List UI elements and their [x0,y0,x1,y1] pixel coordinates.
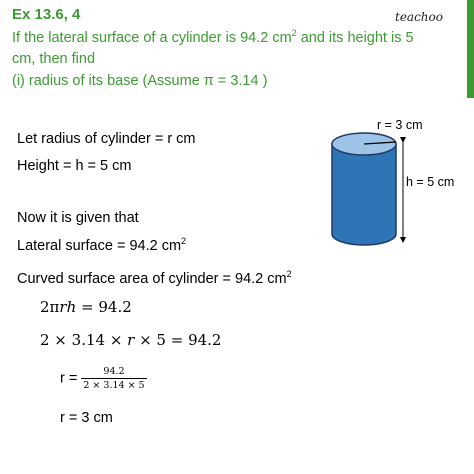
solution-curved-surface: Curved surface area of cylinder = 94.2 $cm^2$ [17,269,292,287]
cylinder-body [332,144,396,245]
accent-bar [467,0,474,98]
solution-given: Now it is given that [17,210,139,226]
solution-lateral-surface: Lateral surface = 94.2 $cm^2$ [17,236,187,254]
equation-r-fraction: r = $\frac{94.2}{2 \times 3.14 \times 5}$ [60,366,145,391]
question-line-1: If the lateral surface of a cylinder is 94.2 $cm^2$ and its height is 5 [12,28,414,46]
radius-label: r = 3 cm [377,118,423,132]
question-part-i: (i) radius of its base (Assume π = 3.14 ) [12,73,268,89]
height-label: h = 5 cm [406,175,455,189]
exercise-number: Ex 13.6, 4 [12,6,81,23]
solution-height-def: Height = h = 5 cm [17,158,132,174]
result: r = 3 cm [60,410,113,426]
solution-radius-def: Let radius of cylinder = r cm [17,131,196,147]
equation-substitution: 2 × 3.14 × r × 5 = 94.2 [40,331,222,349]
teachoo-logo: teachoo [395,10,443,24]
equation-2pirh: 2πrh = 94.2 [40,298,132,316]
fraction: $\frac{94.2}{2 \times 3.14 \times 5}$ [83,366,145,391]
question-line-2: cm, then find [12,51,96,67]
